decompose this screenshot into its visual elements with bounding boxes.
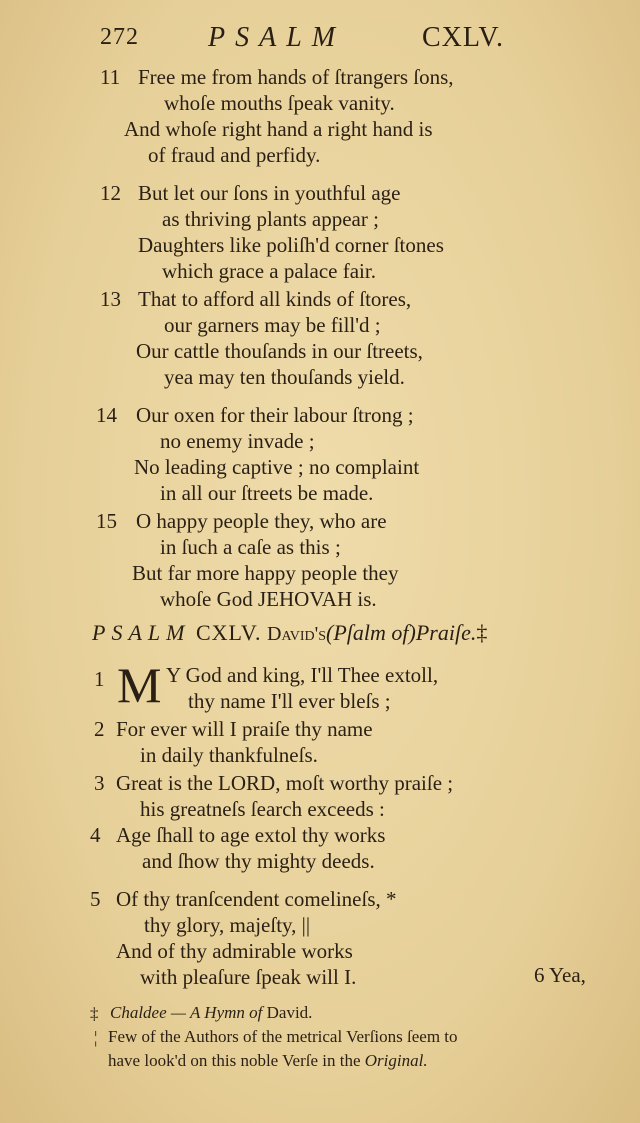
catchword: 6 Yea, bbox=[534, 963, 586, 987]
psalm-author: David's bbox=[267, 623, 327, 645]
verse-line: which grace a palace fair. bbox=[162, 259, 376, 283]
verse-number: 5 bbox=[90, 887, 101, 911]
footnote-ref-mark: ‡ bbox=[476, 620, 488, 645]
verse-number: 1 bbox=[94, 667, 105, 691]
verse-line: his greatneſs ſearch exceeds : bbox=[140, 797, 385, 821]
verse-line: But let our ſons in youthful age bbox=[138, 181, 401, 205]
verse-number: 15 bbox=[96, 509, 117, 533]
page-header bbox=[100, 20, 540, 60]
verse-line: But far more happy people they bbox=[132, 561, 399, 585]
footnote-mark: ‡ bbox=[90, 1004, 99, 1023]
footnote-text: — A Hymn of bbox=[170, 1003, 263, 1022]
verse-number: 12 bbox=[100, 181, 121, 205]
running-title: PSALM bbox=[208, 22, 346, 53]
verse-number: 14 bbox=[96, 403, 117, 427]
verse-line: thy glory, majeſty, || bbox=[144, 913, 311, 937]
verse-number: 4 bbox=[90, 823, 101, 847]
verse-line: thy name I'll ever bleſs ; bbox=[188, 689, 391, 713]
verse-line: O happy people they, who are bbox=[136, 509, 387, 533]
footnote-1 bbox=[110, 1002, 312, 1024]
verse-line: and ſhow thy mighty deeds. bbox=[142, 849, 375, 873]
verse-line: whoſe God JEHOVAH is. bbox=[160, 587, 377, 611]
verse-number: 3 bbox=[94, 771, 105, 795]
verse-line: And whoſe right hand a right hand is bbox=[124, 117, 433, 141]
verse-line: Our oxen for their labour ſtrong ; bbox=[136, 403, 414, 427]
verse-line: No leading captive ; no complaint bbox=[134, 455, 420, 479]
verse-line: in daily thankfulneſs. bbox=[140, 743, 318, 767]
verse-line: our garners may be fill'd ; bbox=[164, 313, 381, 337]
psalm-title: PSALM bbox=[92, 620, 191, 645]
drop-cap: M bbox=[117, 657, 162, 713]
verse-number: 13 bbox=[100, 287, 121, 311]
psalm-145-heading bbox=[92, 620, 622, 652]
verse-line: Daughters like poliſh'd corner ſtones bbox=[138, 233, 444, 257]
verse-line: Our cattle thouſands in our ſtreets, bbox=[136, 339, 423, 363]
verse-line: Age ſhall to age extol thy works bbox=[116, 823, 386, 847]
footnote-2-line-1: Few of the Authors of the metrical Verſions ſeem to bbox=[108, 1027, 458, 1046]
verse-line: Free me from hands of ſtrangers ſons, bbox=[138, 65, 454, 89]
footnote-text: have look'd on this noble Verſe in the bbox=[108, 1051, 361, 1070]
verse-line: Great is the LORD, moſt worthy praiſe ; bbox=[116, 771, 454, 795]
verse-line: whoſe mouths ſpeak vanity. bbox=[164, 91, 395, 115]
verse-line: as thriving plants appear ; bbox=[162, 207, 379, 231]
footnote-emphasis: Original. bbox=[364, 1051, 428, 1070]
verse-line: of fraud and perfidy. bbox=[148, 143, 321, 167]
footnote-mark: ¦ bbox=[94, 1028, 98, 1047]
verse-number: 2 bbox=[94, 717, 105, 741]
verse-line: That to afford all kinds of ſtores, bbox=[138, 287, 412, 311]
verse-number: 11 bbox=[100, 65, 121, 89]
verse-line: no enemy invade ; bbox=[160, 429, 315, 453]
verse-line: For ever will I praiſe thy name bbox=[116, 717, 373, 741]
verse-line: Y God and king, I'll Thee extoll, bbox=[166, 663, 439, 687]
footnote-2-line-2 bbox=[108, 1050, 428, 1072]
verse-line: with pleaſure ſpeak will I. bbox=[140, 965, 357, 989]
page-number: 272 bbox=[100, 24, 139, 50]
psalm-paren: (Pſalm of) bbox=[326, 620, 416, 645]
verse-line: Of thy tranſcendent comelineſs, * bbox=[116, 887, 397, 911]
footnote-source: Chaldee bbox=[110, 1003, 167, 1022]
psalm-subject: Praiſe. bbox=[415, 620, 477, 645]
verse-line: in ſuch a caſe as this ; bbox=[160, 535, 341, 559]
verse-line: yea may ten thouſands yield. bbox=[164, 365, 405, 389]
psalm-number: CXLV. bbox=[195, 620, 262, 645]
verse-line: in all our ſtreets be made. bbox=[160, 481, 374, 505]
running-psalm-number: CXLV. bbox=[422, 22, 505, 53]
footnote-author: David. bbox=[266, 1003, 313, 1022]
verse-line: And of thy admirable works bbox=[116, 939, 353, 963]
